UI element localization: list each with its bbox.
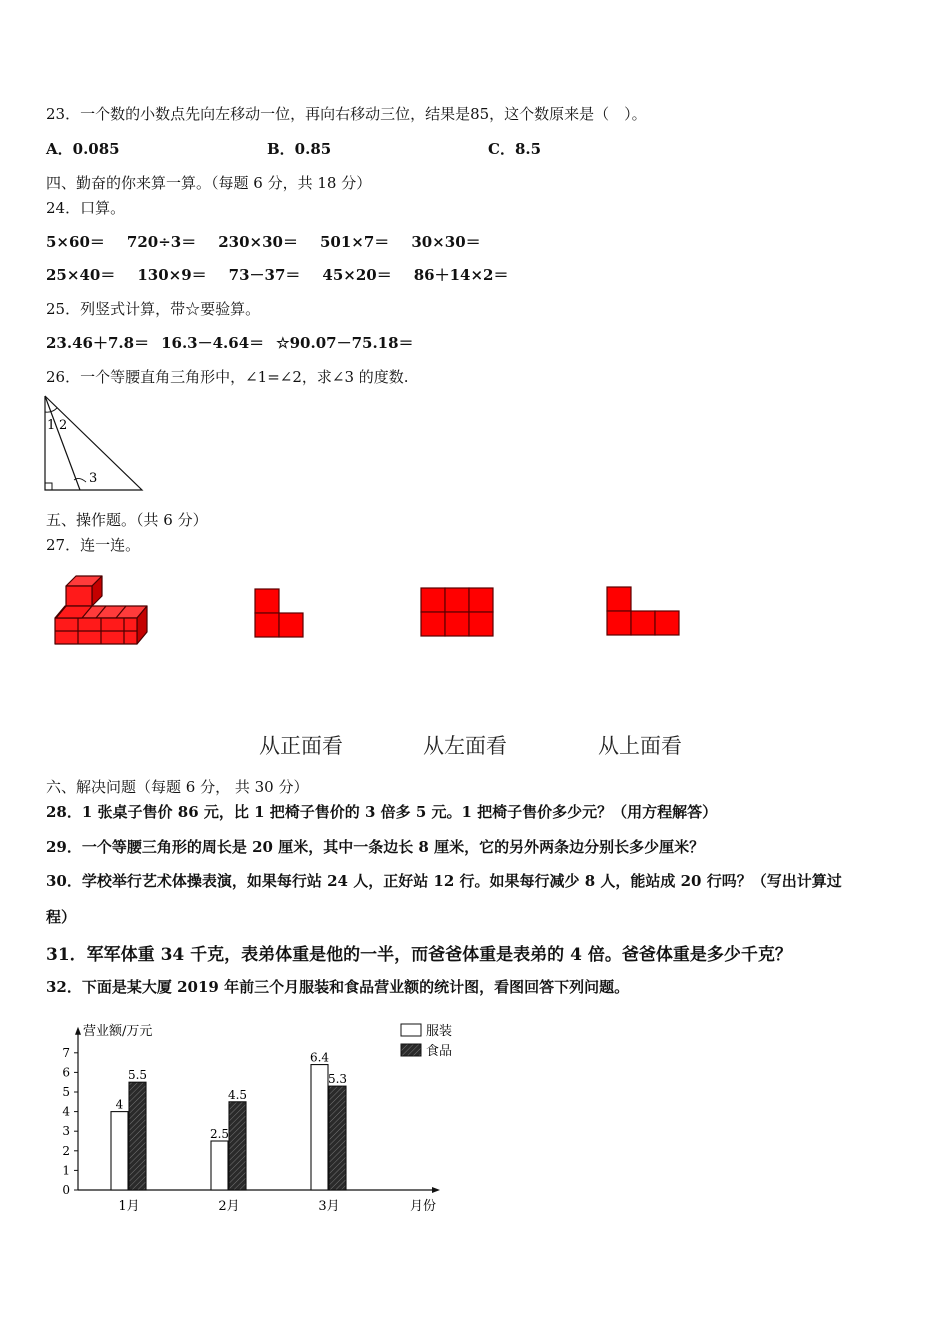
right-angle-mark — [45, 483, 52, 490]
q23-option-b: B．0.85 — [267, 140, 332, 158]
calc-item: ☆90.07－75.18＝ — [276, 334, 414, 352]
y-tick-label: 2 — [62, 1143, 70, 1158]
q23-option-c: C．8.5 — [488, 140, 542, 158]
view-shape-l — [252, 587, 306, 639]
angle-label-3: 3 — [89, 471, 98, 486]
y-tick-label: 4 — [62, 1104, 70, 1119]
y-tick-label: 3 — [62, 1124, 70, 1139]
q30-line2: 程） — [46, 908, 77, 926]
calc-item: 45×20＝ — [322, 266, 392, 284]
section5-title: 五、操作题。（共 6 分） — [46, 511, 208, 529]
calc-item: 73－37＝ — [228, 266, 301, 284]
y-axis-arrow — [75, 1027, 81, 1035]
calc-item: 130×9＝ — [137, 266, 207, 284]
q24-row2 — [46, 264, 531, 285]
view-shape-step — [604, 585, 682, 637]
y-tick-label: 1 — [62, 1163, 70, 1178]
block-solid-figure — [50, 572, 152, 648]
legend-label: 服装 — [426, 1024, 453, 1039]
bar-food — [229, 1102, 246, 1190]
section6-title: 六、解决问题（每题 6 分， 共 30 分） — [46, 778, 309, 796]
view-shape-grid — [418, 586, 496, 638]
q31-text: 31．军军体重 34 千克，表弟体重是他的一半，而爸爸体重是表弟的 4 倍。爸爸体重是多少千克？ — [46, 945, 792, 965]
calc-item: 720÷3＝ — [126, 233, 197, 251]
y-tick-label: 0 — [62, 1183, 70, 1197]
bar-clothing — [311, 1065, 328, 1190]
q26-triangle-figure — [38, 392, 150, 494]
y-tick-label: 6 — [62, 1065, 70, 1080]
y-axis-label: 营业额/万元 — [83, 1023, 153, 1039]
y-tick-label: 5 — [62, 1085, 70, 1099]
q30-line1: 30．学校举行艺术体操表演，如果每行站 24 人，正好站 12 行。如果每行减少 8 人，能站成 20 行吗？（写出计算过 — [46, 872, 842, 890]
calc-item: 23.46＋7.8＝ — [46, 334, 150, 352]
x-tick-label: 2月 — [218, 1199, 240, 1214]
calc-item: 5×60＝ — [46, 233, 105, 251]
q23-text: 23．一个数的小数点先向左移动一位，再向右移动三位，结果是85，这个数原来是（ ）。 — [46, 105, 647, 123]
q29-text: 29．一个等腰三角形的周长是 20 厘米，其中一条边长 8 厘米，它的另外两条边分别长多少厘米？ — [46, 838, 705, 856]
bar-data-label: 2.5 — [209, 1127, 230, 1141]
triangle-inner-line — [45, 396, 80, 490]
calc-item: 30×30＝ — [411, 233, 481, 251]
calc-item: 230×30＝ — [218, 233, 298, 251]
section4-title: 四、勤奋的你来算一算。（每题 6 分，共 18 分） — [46, 174, 372, 192]
view-label-top: 从上面看 — [598, 734, 682, 758]
bar-data-label: 4.5 — [227, 1087, 248, 1102]
x-tick-label: 3月 — [318, 1199, 340, 1214]
legend-swatch — [401, 1044, 421, 1056]
bar-food — [129, 1082, 146, 1190]
q25-row — [46, 332, 436, 353]
legend-label: 食品 — [426, 1044, 453, 1059]
bar-clothing — [211, 1141, 228, 1190]
q24-label: 24．口算。 — [46, 199, 126, 217]
y-tick-label: 7 — [62, 1045, 70, 1060]
calc-item: 16.3－4.64＝ — [161, 334, 265, 352]
bar-data-label: 4 — [115, 1097, 124, 1112]
q25-label: 25．列竖式计算，带☆要验算。 — [46, 300, 261, 318]
x-axis-arrow — [432, 1187, 440, 1193]
angle-arc — [45, 408, 57, 412]
chart-legend — [401, 1023, 452, 1059]
view-label-left: 从左面看 — [423, 734, 507, 758]
bar-data-label: 5.5 — [127, 1068, 148, 1083]
q28-text: 28．1 张桌子售价 86 元，比 1 把椅子售价的 3 倍多 5 元。1 把椅子售价多少元？（用方程解答） — [46, 803, 718, 821]
q27-label: 27．连一连。 — [46, 536, 141, 554]
angle-label-2: 2 — [59, 418, 68, 433]
bar-data-label: 6.4 — [309, 1050, 330, 1065]
calc-item: 501×7＝ — [319, 233, 390, 251]
calc-item: 25×40＝ — [46, 266, 116, 284]
angle-label-1: 1 — [47, 418, 56, 433]
bar-data-label: 5.3 — [327, 1072, 348, 1087]
x-axis-label: 月份 — [410, 1199, 437, 1214]
bar-food — [329, 1086, 346, 1190]
q32-text: 32．下面是某大厦 2019 年前三个月服装和食品营业额的统计图，看图回答下列问题。 — [46, 978, 630, 996]
view-label-front: 从正面看 — [259, 734, 343, 758]
x-tick-label: 1月 — [118, 1199, 140, 1214]
chart-bars — [111, 1051, 347, 1190]
q26-text: 26．一个等腰直角三角形中，∠1=∠2，求∠3 的度数. — [46, 368, 409, 386]
q24-row1 — [46, 231, 503, 252]
calc-item: 86＋14×2＝ — [413, 266, 509, 284]
q23-option-a: A．0.085 — [46, 140, 120, 158]
bar-chart — [40, 1010, 460, 1222]
bar-clothing — [111, 1112, 128, 1190]
legend-swatch — [401, 1024, 421, 1036]
